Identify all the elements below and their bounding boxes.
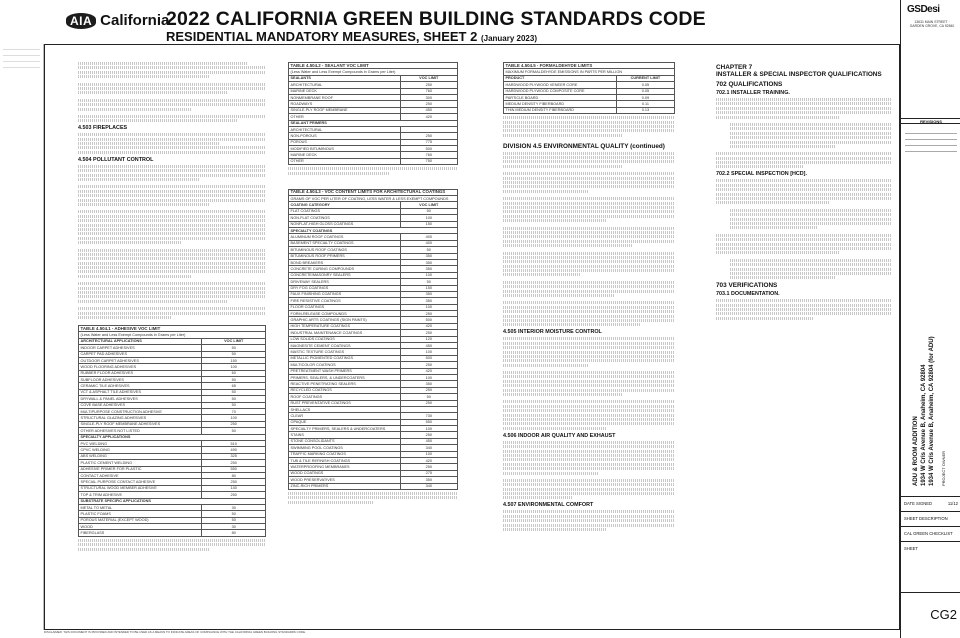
column-header: CURRENT LIMIT	[616, 75, 674, 81]
row-label: COVE BASE ADHESIVES	[79, 402, 202, 408]
row-label: LOW SOLIDS COATINGS	[289, 336, 401, 342]
row-value: 775	[400, 139, 457, 145]
row-label: RECYCLED COATINGS	[289, 387, 401, 393]
row-label: MODIFIED BITUMINOUS	[289, 146, 401, 152]
sheet-description-label: SHEET DESCRIPTION	[904, 516, 948, 521]
row-label: STAINS	[289, 432, 401, 438]
row-value: 340	[400, 445, 457, 451]
subtitle-date: (January 2023)	[480, 34, 537, 43]
row-label: ABS WELDING	[79, 453, 202, 459]
row-label: SPECIAL PURPOSE CONTACT ADHESIVE	[79, 479, 202, 485]
row-label: POROUS MATERIAL (EXCEPT WOOD)	[79, 517, 202, 523]
row-value: 350	[400, 291, 457, 297]
column-3	[503, 62, 675, 622]
row-label: FAUX FINISHING COATINGS	[289, 291, 401, 297]
sealant-voc-table	[288, 62, 458, 165]
row-label: MASTIC TEXTURE COATINGS	[289, 349, 401, 355]
table-row	[289, 483, 458, 489]
row-value: 450	[400, 107, 457, 113]
row-label: GRAPHIC ARTS COATINGS (SIGN PAINTS)	[289, 317, 401, 323]
row-label: TRAFFIC MARKING COATINGS	[289, 451, 401, 457]
row-value: 100	[400, 349, 457, 355]
row-label: SHELLACS	[289, 406, 401, 412]
row-label: OTHER ADHESIVES NOT LISTED	[79, 428, 202, 434]
row-value: 100	[202, 415, 266, 421]
row-value: 250	[400, 387, 457, 393]
row-value: 50	[202, 389, 266, 395]
row-value: 50	[400, 279, 457, 285]
division-heading: DIVISION 4.5 ENVIRONMENTAL QUALITY (continued)	[503, 142, 665, 150]
row-value: 500	[400, 355, 457, 361]
row-value: 275	[400, 470, 457, 476]
section-heading-702: 702 QUALIFICATIONS	[716, 81, 783, 88]
row-label: DRIVEWAY SEALERS	[289, 279, 401, 285]
row-label: FIBERGLASS	[79, 530, 202, 536]
section-heading-pollutant: 4.504 POLLUTANT CONTROL	[78, 156, 154, 163]
row-label: SINGLE-PLY ROOF MEMBRANE	[289, 107, 401, 113]
formaldehyde-table	[503, 62, 675, 114]
row-value: 250	[400, 133, 457, 139]
column-header: COATING CATEGORY	[289, 202, 401, 208]
row-label: WATERPROOFING MEMBRANES	[289, 464, 401, 470]
row-value: 250	[400, 362, 457, 368]
row-value: 0.13	[616, 107, 674, 113]
row-value: 300	[400, 94, 457, 100]
row-label: POROUS	[289, 139, 401, 145]
date-signed-label: DATE SIGNED	[904, 501, 933, 506]
row-value: 50	[400, 394, 457, 400]
page-subtitle	[166, 29, 537, 44]
row-value: 450	[400, 343, 457, 349]
date-signed-value: 11/12	[947, 501, 958, 506]
table-title: TABLE 4.504.3 - VOC CONTENT LIMITS FOR ARCHITECTURAL COATINGS	[289, 189, 458, 195]
row-label: MULTICOLOR COATINGS	[289, 362, 401, 368]
row-label: STONE CONSOLIDANTS	[289, 438, 401, 444]
table-title: TABLE 4.504.1 - ADHESIVE VOC LIMIT	[79, 325, 266, 331]
row-value: 50	[202, 428, 266, 434]
table-section: SPECIALTY APPLICATIONS	[79, 434, 266, 440]
row-value: 50	[400, 208, 457, 214]
column-header: VOC LIMIT	[202, 338, 266, 344]
row-label: OTHER	[289, 114, 401, 120]
row-label: FORM-RELEASE COMPOUNDS	[289, 311, 401, 317]
row-value: 100	[400, 272, 457, 278]
row-value: 250	[400, 82, 457, 88]
row-value: 250	[400, 464, 457, 470]
row-label: PARTICLE BOARD	[504, 94, 617, 100]
row-label: THIN MEDIUM DENSITY FIBERBOARD	[504, 107, 617, 113]
left-margin-strip	[0, 44, 44, 630]
table-row	[79, 530, 266, 536]
row-label: MARINE DECK	[289, 88, 401, 94]
table-subtitle: GRAMS OF VOC PER LITER OF COATING, LESS WATER & LESS EXEMPT COMPOUNDS	[289, 196, 458, 202]
row-label: CLEAR	[289, 413, 401, 419]
title-block	[900, 0, 960, 638]
row-label: MAGNESITE CEMENT COATINGS	[289, 343, 401, 349]
row-value: 730	[400, 413, 457, 419]
row-value: 50	[202, 511, 266, 517]
column-header: SEALANTS	[289, 75, 401, 81]
row-value: 70	[202, 409, 266, 415]
row-value: 0.11	[616, 101, 674, 107]
section-heading-fireplaces: 4.503 FIREPLACES	[78, 125, 128, 132]
row-label: PLASTIC CEMENT WELDING	[79, 460, 202, 466]
aia-badge: AIA	[66, 13, 96, 29]
row-value: 80	[202, 472, 266, 478]
row-label: FLAT COATINGS	[289, 208, 401, 214]
row-label: ROOF COATINGS	[289, 394, 401, 400]
project-line-2: 1934 W Cris Avenue B, Anaheim, CA 92804	[921, 364, 927, 486]
row-value: 420	[400, 458, 457, 464]
table-section: SUBSTRATE SPECIFIC APPLICATIONS	[79, 498, 266, 504]
column-1	[78, 62, 266, 622]
row-value: 250	[202, 421, 266, 427]
row-value: 420	[400, 323, 457, 329]
row-label: REACTIVE PENETRATING SEALERS	[289, 381, 401, 387]
row-label: INDUSTRIAL MAINTENANCE COATINGS	[289, 330, 401, 336]
row-value: 50	[400, 247, 457, 253]
firm-logo: GSDesi	[907, 4, 940, 15]
row-value: 50	[202, 351, 266, 357]
row-value: 250	[400, 311, 457, 317]
row-value: 50	[202, 345, 266, 351]
row-value: 490	[202, 447, 266, 453]
firm-address: 13631 MAIN STREET · GARDEN GROVE, CA 92840	[909, 20, 955, 28]
row-value: 50	[202, 377, 266, 383]
row-label: ARCHITECTURAL	[289, 126, 401, 132]
row-value: 550	[202, 466, 266, 472]
row-value: 510	[202, 441, 266, 447]
table-subtitle: (Less Water and Less Exempt Compounds in Grams per Liter)	[79, 332, 266, 338]
row-value: 350	[400, 266, 457, 272]
row-value: 350	[400, 259, 457, 265]
sheet-description-value-row	[901, 526, 960, 541]
project-line-3: 1934 W Cris Avenue B, Anaheim, CA 92804 (for ADU)	[929, 336, 935, 486]
table-subtitle: MAXIMUM FORMALDEHYDE EMISSIONS IN PARTS PER MILLION	[504, 69, 675, 75]
row-value: 150	[202, 357, 266, 363]
row-value: 120	[400, 336, 457, 342]
subtitle-text: RESIDENTIAL MANDATORY MEASURES, SHEET 2	[166, 29, 478, 44]
row-value: 350	[400, 477, 457, 483]
row-label: ROADWAYS	[289, 101, 401, 107]
row-label: INDOOR CARPET ADHESIVES	[79, 345, 202, 351]
row-value: 500	[400, 146, 457, 152]
row-value: 140	[202, 485, 266, 491]
row-value: 50	[202, 517, 266, 523]
row-value: 250	[202, 479, 266, 485]
title-fields	[901, 496, 960, 556]
project-info	[907, 250, 955, 490]
disclaimer: DISCLAIMER: THIS DOCUMENT IS PROVIDED AND INTENDED TO BE USED AS A MEANS TO INDICATE AREAS OF COMPLIANCE WITH THE CALIFORNIA GREEN BUILDING STANDARDS CODE.	[44, 631, 306, 634]
row-label: HIGH TEMPERATURE COATINGS	[289, 323, 401, 329]
section-heading-indoor-air: 4.506 INDOOR AIR QUALITY AND EXHAUST	[503, 432, 616, 439]
column-header: PRODUCT	[504, 75, 617, 81]
row-label: NON-FLAT COATINGS	[289, 215, 401, 221]
row-value: 150	[400, 221, 457, 227]
row-label: HARDWOOD PLYWOOD VENEER CORE	[504, 82, 617, 88]
row-value: 0.05	[616, 88, 674, 94]
row-label: STRUCTURAL WOOD MEMBER ADHESIVE	[79, 485, 202, 491]
section-heading-comfort: 4.507 ENVIRONMENTAL COMFORT	[503, 502, 594, 509]
table-section: SEALANT PRIMERS	[289, 120, 458, 126]
row-label: ALUMINUM ROOF COATINGS	[289, 234, 401, 240]
table-row	[504, 107, 675, 113]
row-label: TUB & TILE REFINISH COATINGS	[289, 458, 401, 464]
row-value: 0.05	[616, 82, 674, 88]
row-label: BOND BREAKERS	[289, 259, 401, 265]
row-label: METAL TO METAL	[79, 504, 202, 510]
row-value: 250	[400, 330, 457, 336]
row-label: SUBFLOOR ADHESIVES	[79, 377, 202, 383]
row-label: BITUMINOUS ROOF COATINGS	[289, 247, 401, 253]
row-value: 60	[202, 370, 266, 376]
project-line-1: ADU & ROOM ADDITION	[913, 416, 919, 486]
chapter-number: CHAPTER 7	[716, 64, 753, 71]
section-heading-7022: 702.2 SPECIAL INSPECTION [HCD].	[716, 171, 807, 178]
row-label: ADHESIVE PRIMER FOR PLASTIC	[79, 466, 202, 472]
coatings-voc-table	[288, 189, 458, 490]
row-value: 80	[202, 530, 266, 536]
column-header: VOC LIMIT	[400, 202, 457, 208]
row-label: PRIMERS, SEALERS, & UNDERCOATERS	[289, 374, 401, 380]
row-value: 550	[400, 419, 457, 425]
sheet-label-row	[901, 541, 960, 556]
row-value: 500	[400, 317, 457, 323]
row-label: PVC WELDING	[79, 441, 202, 447]
row-value: 420	[400, 368, 457, 374]
row-label: VCT & ASPHALT TILE ADHESIVES	[79, 389, 202, 395]
section-heading-7031: 703.1 DOCUMENTATION.	[716, 291, 780, 298]
row-value: 250	[400, 101, 457, 107]
row-label: MULTIPURPOSE CONSTRUCTION ADHESIVE	[79, 409, 202, 415]
column-2	[288, 62, 458, 622]
row-label: OUTDOOR CARPET ADHESIVES	[79, 357, 202, 363]
row-label: RUST PREVENTATIVE COATINGS	[289, 400, 401, 406]
row-value: 100	[400, 374, 457, 380]
row-label: HARDWOOD PLYWOOD COMPOSITE CORE	[504, 88, 617, 94]
sheet-description-value: CAL GREEN CHECKLIST	[904, 531, 953, 536]
row-value: 30	[202, 524, 266, 530]
row-label: NON-POROUS	[289, 133, 401, 139]
row-label: CONCRETE/MASONRY SEALERS	[289, 272, 401, 278]
row-value: 100	[202, 364, 266, 370]
row-value: 50	[202, 402, 266, 408]
section-heading-moisture: 4.505 INTERIOR MOISTURE CONTROL	[503, 329, 602, 336]
sheet-number: CG2	[930, 607, 957, 622]
adhesive-voc-table	[78, 325, 266, 537]
logo-text: California	[100, 12, 170, 29]
row-value: 250	[202, 492, 266, 498]
sheet-number-box	[901, 592, 960, 638]
row-label: BITUMINOUS ROOF PRIMERS	[289, 253, 401, 259]
adhesive-voc-table-wrap	[78, 325, 266, 551]
row-label: OPAQUE	[289, 419, 401, 425]
row-label: METALLIC PIGMENTED COATINGS	[289, 355, 401, 361]
row-label: MEDIUM DENSITY FIBERBOARD	[504, 101, 617, 107]
row-value: 65	[202, 383, 266, 389]
row-value: 250	[400, 432, 457, 438]
chapter-title: INSTALLER & SPECIAL INSPECTOR QUALIFICATIONS	[716, 71, 882, 78]
column-header: VOC LIMIT	[400, 75, 457, 81]
row-value: 450	[400, 438, 457, 444]
row-label: DRY FOG COATINGS	[289, 285, 401, 291]
row-label: MARINE DECK	[289, 152, 401, 158]
row-label: TOP & TRIM ADHESIVE	[79, 492, 202, 498]
row-value: 340	[400, 483, 457, 489]
row-value: 325	[202, 453, 266, 459]
row-value: 750	[400, 158, 457, 164]
section-heading-703: 703 VERIFICATIONS	[716, 282, 778, 290]
row-label: STRUCTURAL GLAZING ADHESIVES	[79, 415, 202, 421]
page-title: 2022 CALIFORNIA GREEN BUILDING STANDARDS CODE	[166, 8, 706, 30]
row-label: CERAMIC TILE ADHESIVES	[79, 383, 202, 389]
row-label: PRETREATMENT WASH PRIMERS	[289, 368, 401, 374]
column-header: ARCHITECTURAL APPLICATIONS	[79, 338, 202, 344]
row-label: DRYWALL & PANEL ADHESIVES	[79, 396, 202, 402]
row-label: CONCRETE CURING COMPOUNDS	[289, 266, 401, 272]
sheet-label: SHEET	[904, 546, 918, 551]
row-label: WOOD	[79, 524, 202, 530]
row-label: PLASTIC FOAMS	[79, 511, 202, 517]
row-label: WOOD FLOORING ADHESIVES	[79, 364, 202, 370]
row-value: 250	[202, 460, 266, 466]
row-value: 150	[400, 285, 457, 291]
table-title: TABLE 4.504.5 - FORMALDEHYDE LIMITS	[504, 63, 675, 69]
row-value: 400	[400, 234, 457, 240]
row-label: NONFLAT-HIGH GLOSS COATINGS	[289, 221, 401, 227]
aia-california-logo	[66, 12, 169, 29]
row-label: OTHER	[289, 158, 401, 164]
date-signed-row	[901, 496, 960, 511]
row-label: ARCHITECTURAL	[289, 82, 401, 88]
row-label: SINGLE-PLY ROOF MEMBRANE ADHESIVES	[79, 421, 202, 427]
table-section: SPECIALTY COATINGS	[289, 227, 458, 233]
table-title: TABLE 4.504.2 - SEALANT VOC LIMIT	[289, 63, 458, 69]
row-label: CARPET PAD ADHESIVES	[79, 351, 202, 357]
row-value: 30	[202, 504, 266, 510]
project-owner-label: PROJECT OWNER	[941, 450, 946, 486]
row-value: 420	[400, 114, 457, 120]
row-value: 50	[202, 396, 266, 402]
row-label: CPVC WELDING	[79, 447, 202, 453]
revisions-lines	[905, 128, 957, 152]
row-value: 400	[400, 240, 457, 246]
row-value: 760	[400, 88, 457, 94]
row-value: 100	[400, 215, 457, 221]
row-value: 350	[400, 253, 457, 259]
row-label: SWIMMING POOL COATINGS	[289, 445, 401, 451]
row-label: FIRE RESISTIVE COATINGS	[289, 298, 401, 304]
revisions-header: REVISIONS	[901, 118, 960, 124]
row-label: RUBBER FLOOR ADHESIVES	[79, 370, 202, 376]
sheet-description-label-row	[901, 511, 960, 526]
row-value: 0.09	[616, 94, 674, 100]
row-label: WOOD PRESERVATIVES	[289, 477, 401, 483]
table-row	[289, 158, 458, 164]
row-value: 100	[400, 304, 457, 310]
column-4	[716, 64, 892, 624]
row-value: 760	[400, 152, 457, 158]
section-heading-7021: 702.1 INSTALLER TRAINING.	[716, 90, 790, 96]
row-value: 250	[400, 400, 457, 406]
row-value: 100	[400, 451, 457, 457]
row-value: 350	[400, 298, 457, 304]
row-value: 350	[400, 381, 457, 387]
table-subtitle: (Less Water and Less Exempt Compounds in Grams per Liter)	[289, 69, 458, 75]
row-label: NONMEMBRANE ROOF	[289, 94, 401, 100]
row-label: FLOOR COATINGS	[289, 304, 401, 310]
row-label: SPECIALTY PRIMERS, SEALERS & UNDERCOATERS	[289, 426, 401, 432]
row-label: WOOD COATINGS	[289, 470, 401, 476]
row-value: 100	[400, 426, 457, 432]
row-label: BASEMENT SPECIALTY COATINGS	[289, 240, 401, 246]
row-label: CONTACT ADHESIVE	[79, 472, 202, 478]
row-label: ZINC-RICH PRIMERS	[289, 483, 401, 489]
